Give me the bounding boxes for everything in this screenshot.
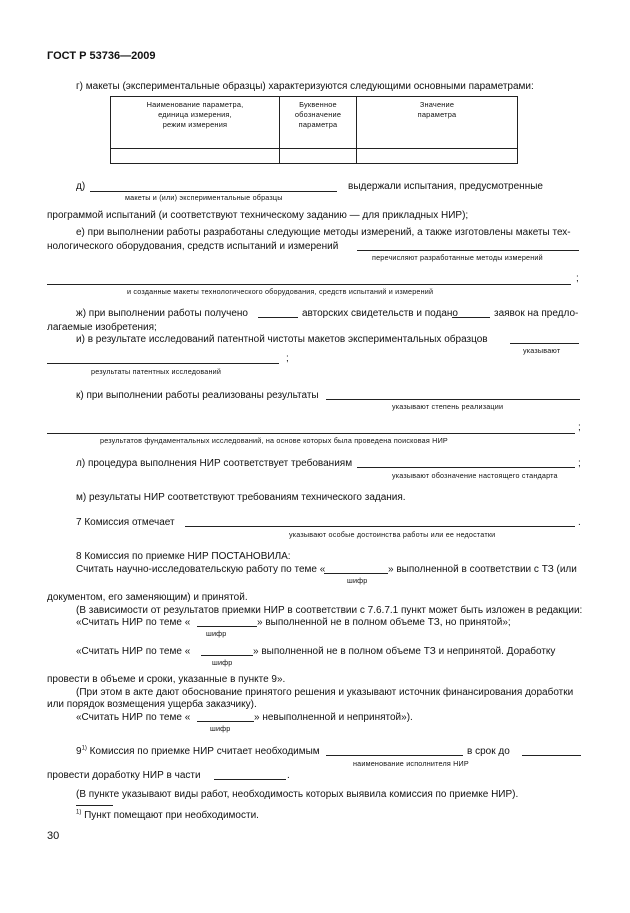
item-7-caption: указывают особые достоинства работы или ее недостатки: [289, 530, 496, 539]
item-d-prefix: д): [76, 181, 86, 192]
blank-line: [522, 755, 581, 756]
item-8-title: 8 Комиссия по приемке НИР ПОСТАНОВИЛА:: [76, 551, 291, 562]
item-9-line2-end: .: [287, 770, 290, 781]
item-7-text: 7 Комиссия отмечает: [76, 517, 175, 528]
item-i-caption1: указывают: [523, 346, 561, 355]
item-d-text: выдержали испытания, предусмотренные: [348, 181, 543, 192]
blank-line: [326, 755, 463, 756]
item-8-line7: (При этом в акте дают обоснование принятого решения и указывают источник финансирования доработки: [76, 687, 574, 698]
item-l-line1: л) процедура выполнения НИР соответствует требованиям: [76, 458, 353, 469]
item-i-line1: и) в результате исследований патентной чистоты макетов экспериментальных образцов: [76, 334, 488, 345]
item-e-line2: нологического оборудования, средств испытаний и измерений: [47, 241, 339, 252]
footnote-text: $^{1)}$ Пункт помещают при необходимости.: [76, 809, 259, 821]
item-i-caption2: результаты патентных исследований: [91, 367, 222, 376]
item-9-mid: в срок до: [467, 746, 510, 757]
item-l-caption: указывают обозначение настоящего стандарта: [392, 471, 558, 480]
blank-line: [47, 284, 571, 285]
item-zh-p3: заявок на предло-: [494, 308, 579, 319]
item-e-line1: е) при выполнении работы разработаны следующие методы измерений, а также изготовлены макеты тех-: [76, 227, 571, 238]
blank-line: [201, 655, 253, 656]
item-e-caption1: перечисляют разработанные методы измерений: [372, 253, 543, 262]
document-header: ГОСТ Р 53736—2009: [47, 50, 156, 62]
item-zh-p2: авторских свидетельств и подано: [302, 308, 458, 319]
cipher-caption: шифр: [212, 658, 233, 667]
item-zh-line2: лагаемые изобретения;: [47, 322, 157, 333]
blank-line: [326, 399, 580, 400]
item-8-line6: провести в объеме и сроки, указанные в пункте 9».: [47, 674, 286, 685]
item-k-end: ;: [578, 422, 581, 433]
blank-line: [47, 363, 279, 364]
table-row: [111, 149, 518, 164]
item-k-line1: к) при выполнении работы реализованы результаты: [76, 390, 319, 401]
blank-line: [185, 526, 575, 527]
blank-line: [214, 779, 286, 780]
parameters-table: [110, 96, 518, 164]
item-8-line5a: «Считать НИР по теме «: [76, 646, 191, 657]
table-header-cell: Буквенное обозначение параметра: [280, 97, 357, 149]
blank-line: [258, 317, 298, 318]
item-8-line2: документом, его заменяющим) и принятой.: [47, 592, 248, 603]
item-9-line2: провести доработку НИР в части: [47, 770, 201, 781]
cipher-caption: шифр: [210, 724, 231, 733]
blank-line: [510, 343, 579, 344]
item-8-line1b: » выполненной в соответствии с ТЗ (или: [388, 564, 577, 575]
blank-line: [197, 721, 254, 722]
item-k-caption1: указывают степень реализации: [392, 402, 504, 411]
item-g-text: г) макеты (экспериментальные образцы) характеризуются следующими основными параметрами:: [76, 81, 534, 92]
table-header-cell: Значение параметра: [357, 97, 518, 149]
item-9-caption: наименование исполнителя НИР: [353, 759, 469, 768]
item-zh-p1: ж) при выполнении работы получено: [76, 308, 248, 319]
item-i-end: ;: [286, 353, 289, 364]
item-e-caption2: и созданные макеты технологического оборудования, средств испытаний и измерений: [127, 287, 434, 296]
blank-line: [357, 467, 575, 468]
footnote-divider: [76, 805, 113, 806]
table-cell: [357, 149, 518, 164]
table-header-cell: Наименование параметра, единица измерения, режим измерения: [111, 97, 280, 149]
table-cell: [111, 149, 280, 164]
item-d-caption: макеты и (или) экспериментальные образцы: [125, 193, 283, 202]
item-8-line1a: Считать научно-исследовательскую работу по теме «: [76, 564, 326, 575]
footnote-ref: 1): [81, 745, 87, 752]
item-8-line9a: «Считать НИР по теме «: [76, 712, 191, 723]
blank-line: [47, 433, 575, 434]
blank-line: [90, 191, 337, 192]
table-header-row: [111, 97, 518, 149]
item-8-line4b: » выполненной не в полном объеме ТЗ, но принятой»;: [257, 617, 511, 628]
item-8-line8: или порядок возмещения ущерба заказчику).: [47, 699, 257, 710]
blank-line: [357, 250, 579, 251]
item-e-end: ;: [576, 273, 579, 284]
item-d-line2: программой испытаний (и соответствуют техническому заданию — для прикладных НИР);: [47, 210, 469, 221]
cipher-caption: шифр: [206, 629, 227, 638]
blank-line: [452, 317, 490, 318]
item-9-note: (В пункте указывают виды работ, необходимость которых выявила комиссия по приемке НИР).: [76, 789, 519, 800]
item-8-line9b: » невыполненной и непринятой»).: [254, 712, 413, 723]
item-8-line3: (В зависимости от результатов приемки НИР в соответствии с 7.6.7.1 пункт может быть изложен в редакции:: [76, 605, 583, 616]
cipher-caption: шифр: [347, 576, 368, 585]
item-8-line5b: » выполненной не в полном объеме ТЗ и непринятой. Доработку: [253, 646, 556, 657]
item-8-line4a: «Считать НИР по теме «: [76, 617, 191, 628]
page-number: 30: [47, 830, 60, 842]
item-9-line1: 9$^{1)}$ Комиссия по приемке НИР считает необходимым: [76, 745, 320, 757]
table-cell: [280, 149, 357, 164]
item-l-end: ;: [578, 458, 581, 469]
item-m-text: м) результаты НИР соответствуют требованиям технического задания.: [76, 492, 406, 503]
blank-line: [324, 573, 388, 574]
blank-line: [197, 626, 257, 627]
item-7-end: .: [578, 517, 581, 528]
item-k-caption2: результатов фундаментальных исследований, на основе которых была проведена поисковая НИР: [100, 436, 448, 445]
